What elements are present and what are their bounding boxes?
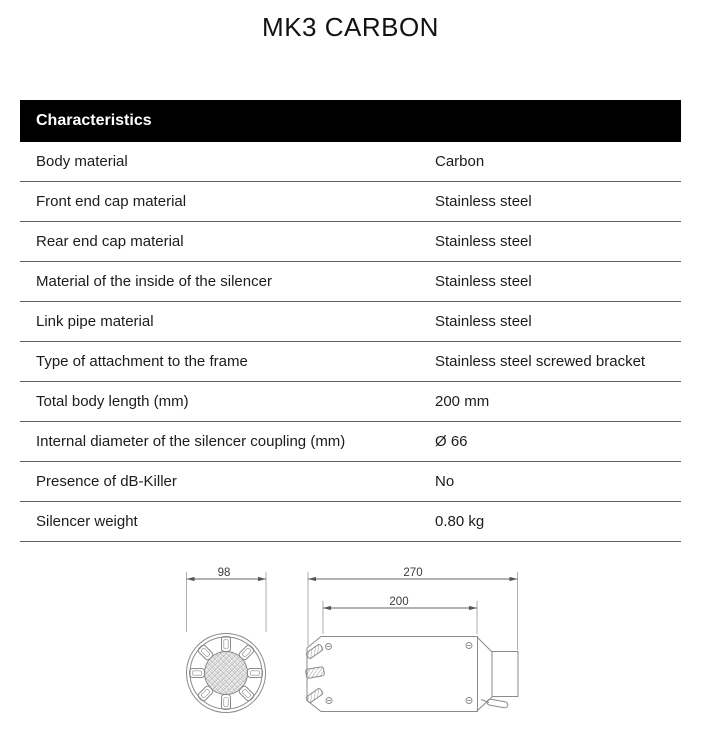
table-row — [20, 382, 681, 422]
dimension-98-label: 98 — [217, 567, 231, 579]
front-view-drawing — [187, 634, 266, 713]
table-row — [20, 302, 681, 342]
table-row — [20, 262, 681, 302]
spec-label: Body material — [36, 153, 128, 170]
spec-label: Silencer weight — [36, 513, 138, 530]
dimension-front-diameter — [187, 567, 267, 632]
table-row — [20, 222, 681, 262]
table-row — [20, 142, 681, 182]
table-row — [20, 342, 681, 382]
dimension-body-length — [323, 596, 477, 634]
silencer-body-outline — [307, 637, 478, 712]
spec-value: 200 mm — [435, 393, 490, 410]
dimension-270-label: 270 — [403, 567, 423, 579]
spec-value: Carbon — [435, 153, 485, 170]
spec-label: Presence of dB-Killer — [36, 473, 177, 490]
front-cap-slots — [305, 644, 324, 703]
spec-label: Link pipe material — [36, 313, 154, 330]
spec-value: Stainless steel screwed bracket — [435, 353, 646, 370]
table-row — [20, 182, 681, 222]
spec-value: Ø 66 — [435, 433, 468, 450]
spec-label: Rear end cap material — [36, 233, 184, 250]
side-view-drawing — [305, 637, 518, 712]
spec-value: Stainless steel — [435, 273, 532, 290]
spec-label: Material of the inside of the silencer — [36, 273, 272, 290]
table-header: Characteristics — [20, 100, 681, 142]
spec-value: Stainless steel — [435, 233, 532, 250]
spec-value: 0.80 kg — [435, 513, 485, 530]
table-row — [20, 422, 681, 462]
spec-label: Front end cap material — [36, 193, 187, 210]
table-row — [20, 462, 681, 502]
spec-label: Internal diameter of the silencer coupling (mm) — [36, 433, 346, 450]
dimension-total-length — [308, 567, 518, 650]
spec-value: No — [435, 473, 455, 490]
outlet-pipe — [492, 652, 518, 697]
dimension-200-label: 200 — [389, 596, 409, 608]
spec-label: Total body length (mm) — [36, 393, 189, 410]
spec-value: Stainless steel — [435, 313, 532, 330]
technical-drawing — [0, 545, 701, 752]
body-screws — [326, 643, 473, 704]
spec-label: Type of attachment to the frame — [36, 353, 248, 370]
table-row — [20, 502, 681, 542]
spec-value: Stainless steel — [435, 193, 532, 210]
characteristics-table — [20, 100, 681, 542]
page-title: MK3 CARBON — [262, 12, 439, 42]
table-body — [20, 142, 681, 542]
